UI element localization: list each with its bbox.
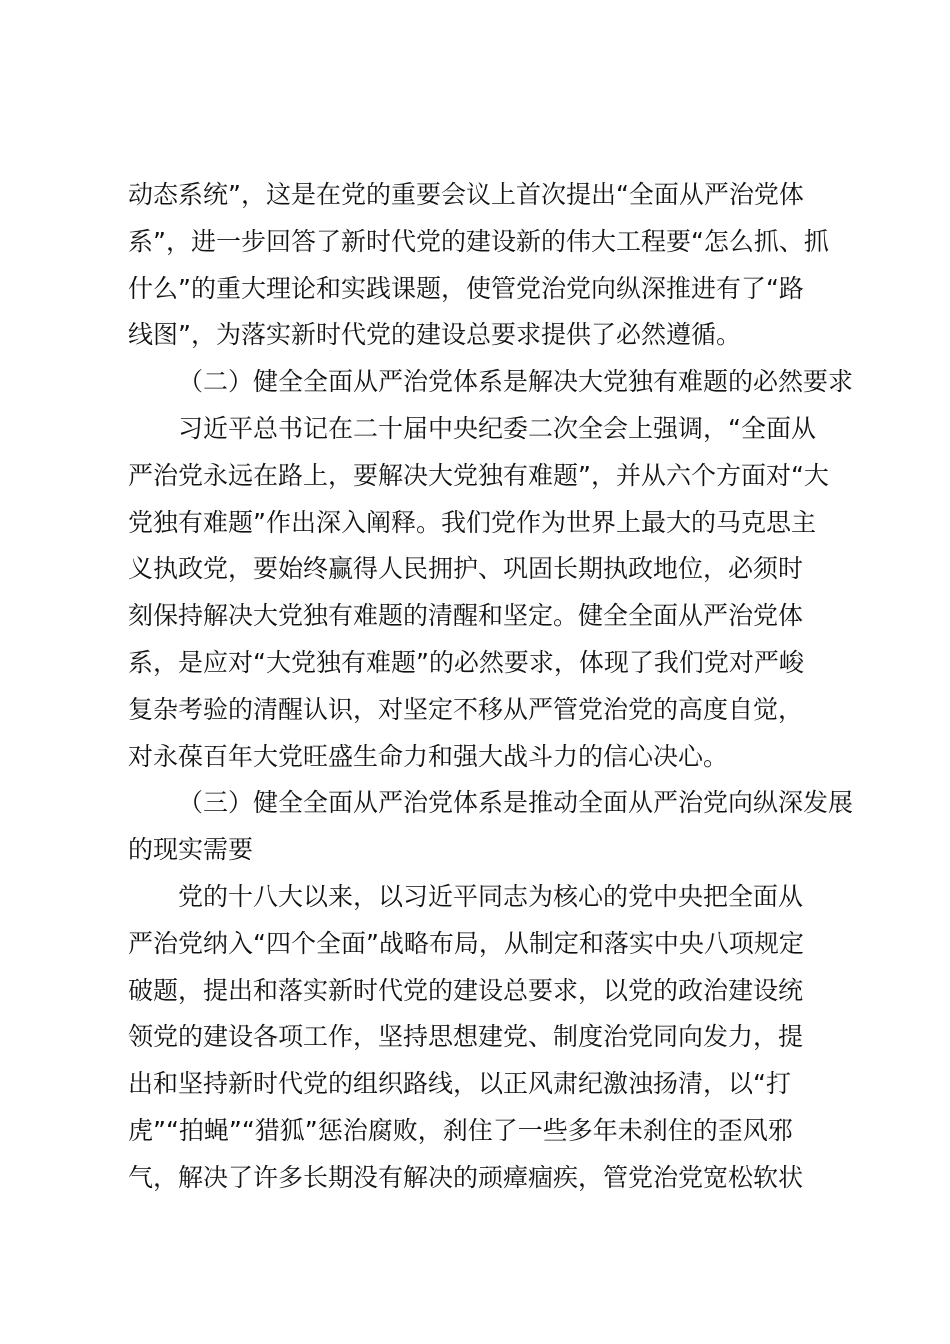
text-line: 线图”，为落实新时代党的建设总要求提供了必然遵循。 (128, 320, 741, 350)
text-line: 义执政党，要始终赢得人民拥护、巩固长期执政地位，必须时 (128, 554, 804, 584)
text-line: 刻保持解决大党独有难题的清醒和坚定。健全全面从严治党体 (128, 601, 804, 631)
text-line: 领党的建设各项工作，坚持思想建党、制度治党同向发力，提 (128, 1022, 804, 1052)
text-line: 习近平总书记在二十届中央纪委二次全会上强调，“全面从 (178, 413, 816, 443)
text-line: 动态系统”，这是在党的重要会议上首次提出“全面从严治党体 (128, 180, 804, 209)
text-line: 严治党永远在路上，要解决大党独有难题”，并从六个方面对“大 (128, 460, 829, 490)
section-heading-2: （二）健全全面从严治党体系是解决大党独有难题的必然要求 (178, 367, 854, 397)
text-line: 系，是应对“大党独有难题”的必然要求，体现了我们党对严峻 (128, 647, 804, 677)
text-line: 复杂考验的清醒认识，对坚定不移从严管党治党的高度自觉， (128, 694, 804, 724)
text-line: 出和坚持新时代党的组织路线，以正风肃纪激浊扬清，以“打 (128, 1069, 791, 1099)
text-line: 对永葆百年大党旺盛生命力和强大战斗力的信心决心。 (128, 741, 729, 771)
section-heading-3-cont: 的现实需要 (128, 835, 254, 865)
body-text (128, 172, 854, 1202)
text-line: 虎”“拍蝇”“猎狐”惩治腐败，刹住了一些多年未刹住的歪风邪 (128, 1115, 793, 1145)
text-line: 党独有难题”作出深入阐释。我们党作为世界上最大的马克思主 (128, 507, 816, 537)
text-line: 严治党纳入“四个全面”战略布局，从制定和落实中央八项规定 (128, 928, 804, 958)
text-line: 什么”的重大理论和实践课题，使管党治党向纵深推进有了“路 (128, 273, 804, 303)
text-line: 气，解决了许多长期没有解决的顽瘴痼疾，管党治党宽松软状 (128, 1162, 804, 1192)
text-line: 破题，提出和落实新时代党的建设总要求，以党的政治建设统 (128, 975, 804, 1005)
text-line: 系”，进一步回答了新时代党的建设新的伟大工程要“怎么抓、抓 (128, 226, 829, 256)
section-heading-3: （三）健全全面从严治党体系是推动全面从严治党向纵深发展 (178, 788, 854, 818)
text-line: 党的十八大以来，以习近平同志为核心的党中央把全面从 (178, 881, 804, 911)
